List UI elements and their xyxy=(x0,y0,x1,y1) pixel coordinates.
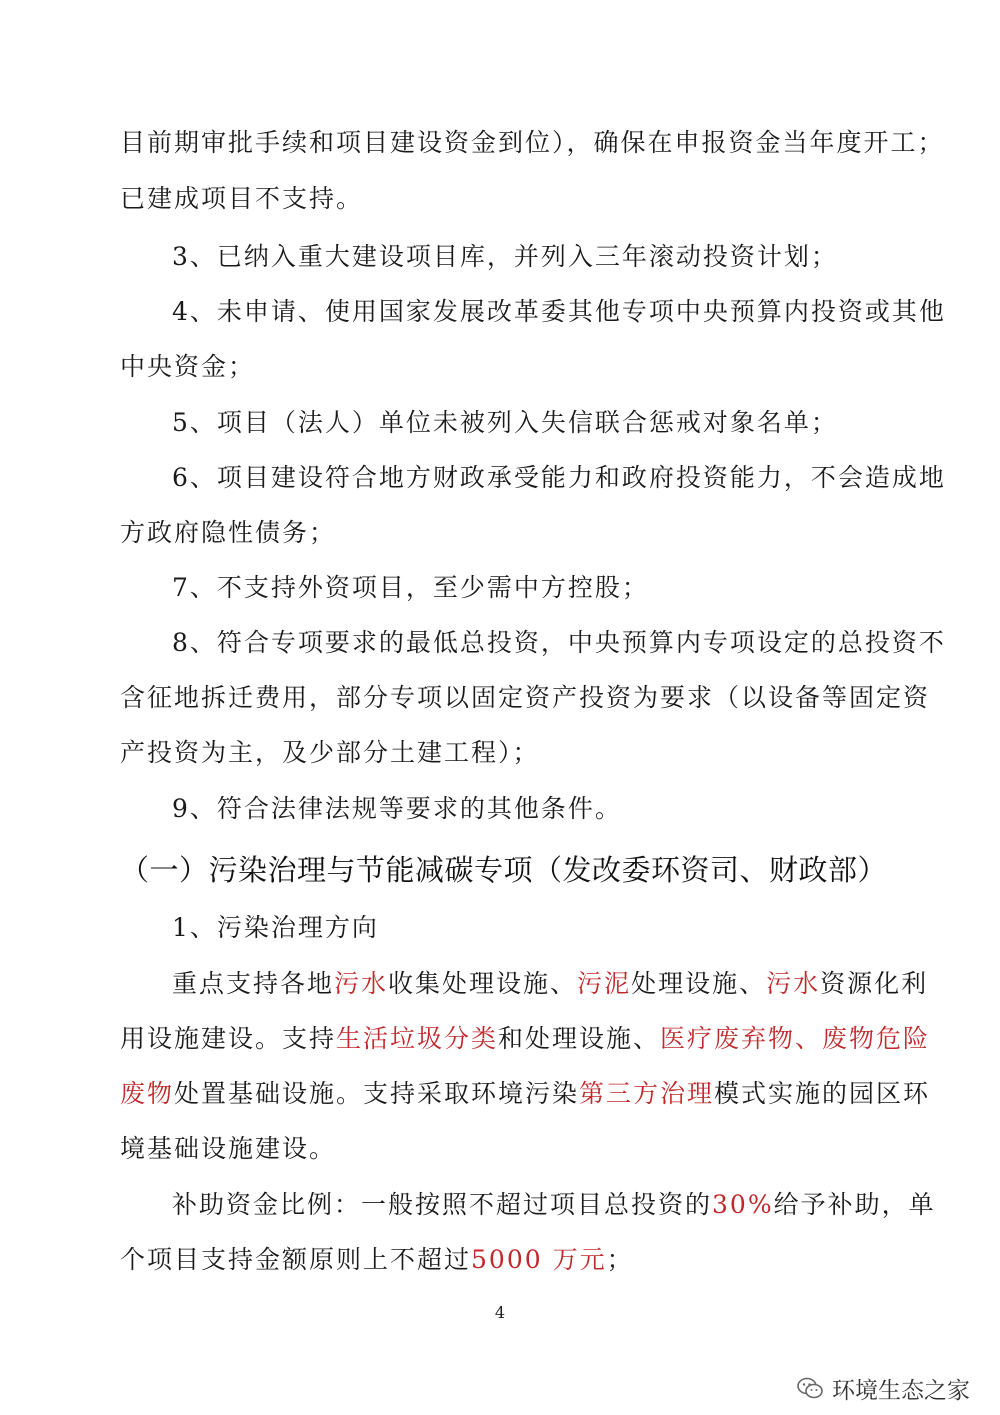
list-item-9: 9、符合法律法规等要求的其他条件。 xyxy=(172,794,622,823)
subsection-title: 1、污染治理方向 xyxy=(172,913,379,942)
list-item-6: 6、项目建设符合地方财政承受能力和政府投资能力，不会造成地 xyxy=(172,463,946,492)
page-number: 4 xyxy=(494,1303,506,1322)
text-span: 给予补助，单 xyxy=(773,1190,936,1219)
highlight-text: 5000 万元 xyxy=(471,1245,607,1274)
text-span: 用设施建设。支持 xyxy=(120,1024,337,1053)
highlight-text: 污水 xyxy=(334,969,389,998)
watermark-text: 环境生态之家 xyxy=(832,1377,970,1404)
text-line: 产投资为主，及少部分土建工程）； xyxy=(120,738,540,767)
text-span: 和处理设施、 xyxy=(498,1024,661,1053)
highlight-text: 生活垃圾分类 xyxy=(336,1024,499,1053)
highlight-text: 医疗废弃物、废物危险 xyxy=(660,1024,931,1053)
text-span: 处置基础设施。支持采取环境污染 xyxy=(174,1079,580,1108)
text-span: 资源化利 xyxy=(820,969,929,998)
paragraph-line xyxy=(120,1023,930,1055)
highlight-text: 30% xyxy=(712,1190,774,1219)
text-line: 已建成项目不支持。 xyxy=(120,184,364,213)
text-span: 收集处理设施、 xyxy=(388,969,578,998)
paragraph-line xyxy=(172,1189,936,1221)
highlight-text: 第三方治理 xyxy=(579,1079,715,1108)
paragraph-line xyxy=(120,1244,634,1276)
paragraph-line xyxy=(172,968,928,1000)
text-span: 个项目支持金额原则上不超过 xyxy=(120,1245,472,1274)
text-span: 补助资金比例：一般按照不超过项目总投资的 xyxy=(172,1190,713,1219)
highlight-text: 废物 xyxy=(120,1079,175,1108)
text-span: 重点支持各地 xyxy=(172,969,335,998)
watermark xyxy=(796,1372,970,1404)
text-line: 含征地拆迁费用，部分专项以固定资产投资为要求（以设备等固定资 xyxy=(120,683,931,712)
highlight-text: 污泥 xyxy=(577,969,632,998)
text-line: 方政府隐性债务； xyxy=(120,518,337,547)
text-span: 模式实施的园区环 xyxy=(714,1079,931,1108)
list-item-4: 4、未申请、使用国家发展改革委其他专项中央预算内投资或其他 xyxy=(172,297,946,326)
text-span: ； xyxy=(606,1245,634,1274)
section-heading: （一）污染治理与节能减碳专项（发改委环资司、财政部） xyxy=(120,853,888,887)
text-span: 处理设施、 xyxy=(631,969,767,998)
list-item-8: 8、符合专项要求的最低总投资，中央预算内专项设定的总投资不 xyxy=(172,628,946,657)
text-line: 目前期审批手续和项目建设资金到位），确保在申报资金当年度开工； xyxy=(120,128,945,157)
paragraph-line: 境基础设施建设。 xyxy=(120,1134,337,1163)
list-item-7: 7、不支持外资项目，至少需中方控股； xyxy=(172,573,649,602)
list-item-5: 5、项目（法人）单位未被列入失信联合惩戒对象名单； xyxy=(172,408,838,437)
list-item-3: 3、已纳入重大建设项目库，并列入三年滚动投资计划； xyxy=(172,242,838,271)
paragraph-line xyxy=(120,1078,930,1110)
highlight-text: 污水 xyxy=(766,969,821,998)
wechat-icon xyxy=(796,1376,824,1400)
text-line: 中央资金； xyxy=(120,352,256,381)
